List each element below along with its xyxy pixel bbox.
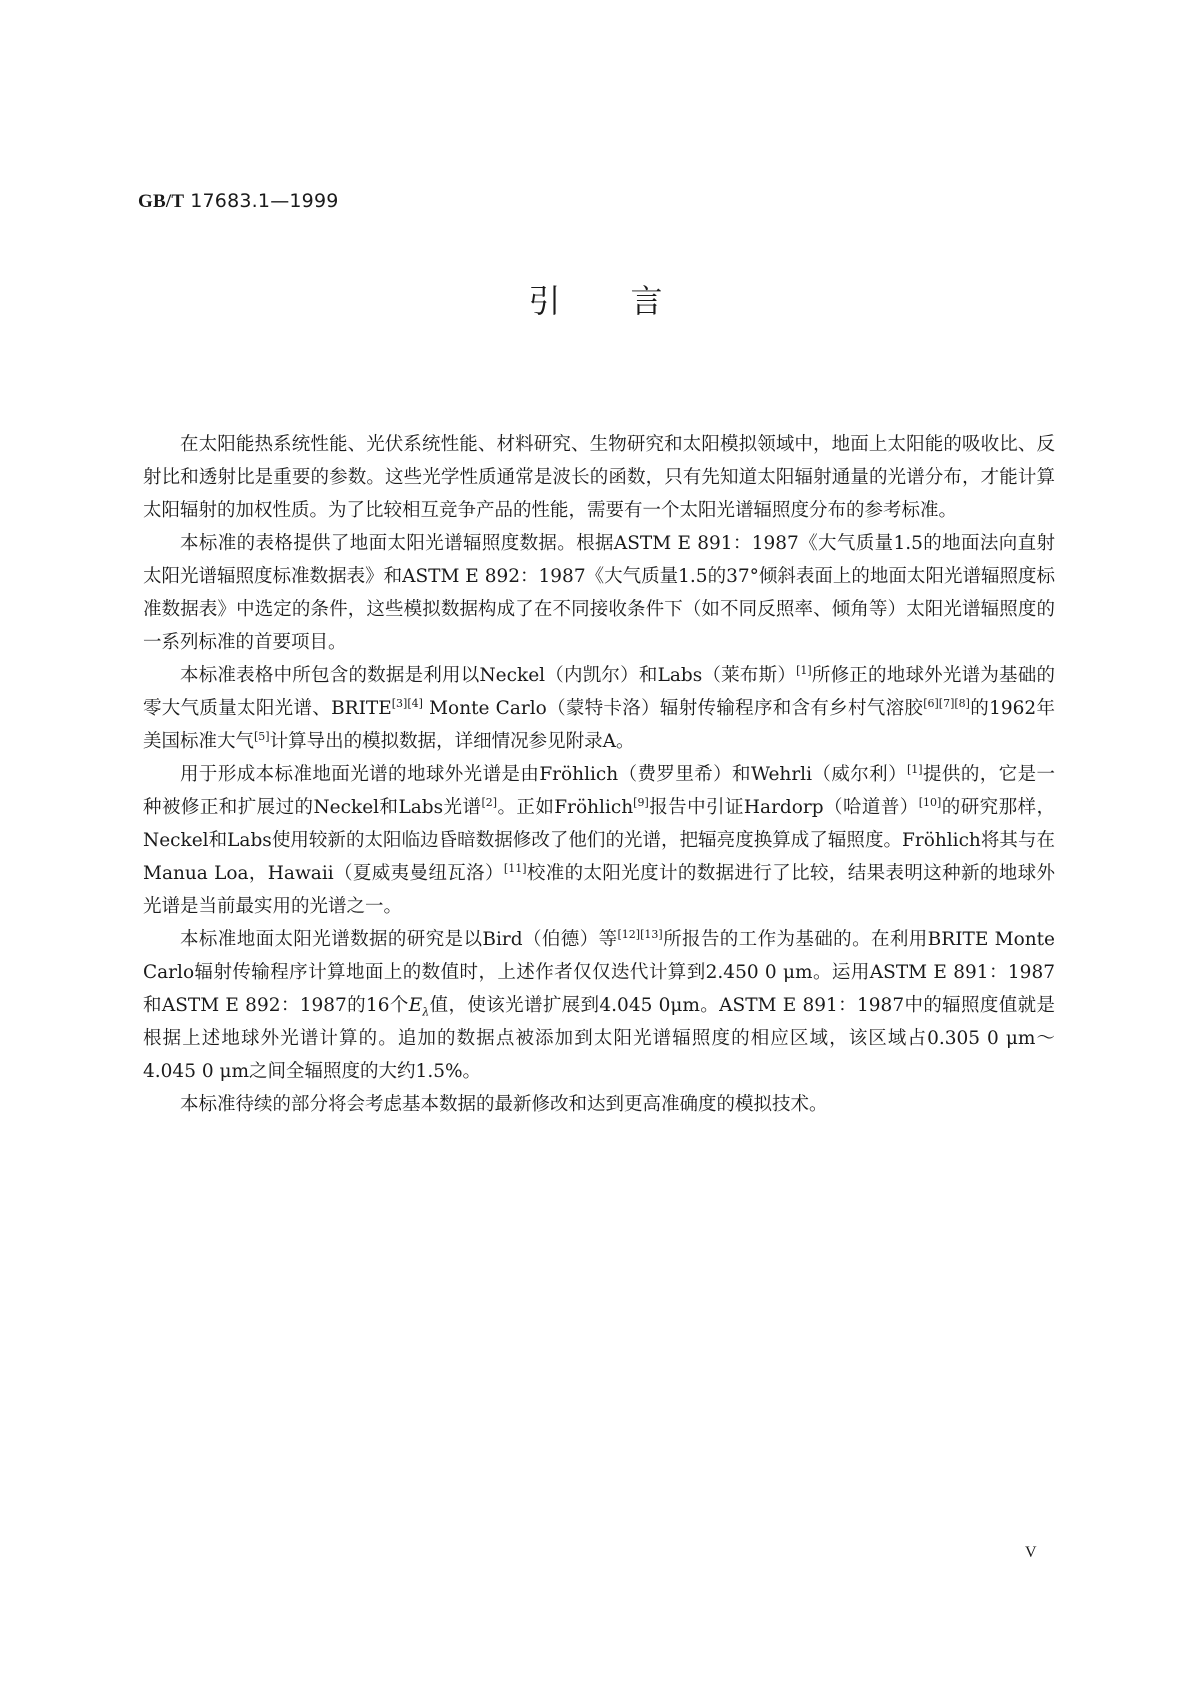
paragraph-6: 本标准待续的部分将会考虑基本数据的最新修改和达到更高准确度的模拟技术。: [180, 1094, 828, 1115]
citation-ref: [6][7][8]: [923, 696, 970, 710]
paragraph-3: 本标准表格中所包含的数据是利用以Neckel（内凯尔）和Labs（莱布斯）[1]所修正的地球外光谱为基础的零大气质量太阳光谱、BRITE[3][4] Monte Carlo（蒙特卡洛）辐射传输程序和含有乡村气溶胶[6][7][8]的1962年美国标准大气[5]计算导出的模拟数据，详细情况参见附录A。: [143, 663, 1055, 752]
citation-ref: [2]: [481, 795, 498, 809]
citation-ref: [3][4]: [391, 696, 423, 710]
citation-ref: [1]: [907, 762, 923, 776]
standard-code: [138, 190, 339, 213]
paragraph-5: 本标准地面太阳光谱数据的研究是以Bird（伯德）等[12][13]所报告的工作为基础的。在利用BRITE Monte Carlo辐射传输程序计算地面上的数值时，上述作者仅仅迭代计算到2.450 0 μm。运用ASTM E 891：1987和ASTM E 892：1987的16个$E_\lambda$值，使该光谱扩展到4.045 0μm。ASTM E 891：1987中的辐照度值就是根据上述地球外光谱计算的。追加的数据点被添加到太阳光谱辐照度的相应区域，该区域占0.305 0 μm～4.045 0 μm之间全辐照度的大约1.5%。: [143, 927, 1056, 1082]
paragraph-2: 本标准的表格提供了地面太阳光谱辐照度数据。根据ASTM E 891：1987《大气质量1.5的地面法向直射太阳光谱辐照度标准数据表》和ASTM E 892：1987《大气质量1.5的37°倾斜表面上的地面太阳光谱辐照度标准数据表》中选定的条件，这些模拟数据构成了在不同接收条件下（如不同反照率、倾角等）太阳光谱辐照度的一系列标准的首要项目。: [143, 533, 1055, 653]
page-title: 引言: [528, 282, 733, 320]
citation-ref: [11]: [503, 861, 527, 875]
e-lambda-symbol: $E_\lambda$: [408, 995, 430, 1019]
page-number: V: [1025, 1544, 1037, 1561]
standard-number: 17683.1—1999: [190, 190, 339, 212]
paragraph-4: 用于形成本标准地面光谱的地球外光谱是由Fröhlich（费罗里希）和Wehrli（威尔利）[1]提供的，它是一种被修正和扩展过的Neckel和Labs光谱[2]。正如Fröhlich[9]报告中引证Hardorp（哈道普）[10]的研究那样，Neckel和Labs使用较新的太阳临边昏暗数据修改了他们的光谱，把辐亮度换算成了辐照度。Fröhlich将其与在Manua Loa，Hawaii（夏威夷曼纽瓦洛）[11]校准的太阳光度计的数据进行了比较，结果表明这种新的地球外光谱是当前最实用的光谱之一。: [143, 762, 1056, 917]
citation-ref: [1]: [796, 663, 812, 677]
paragraph-1: 在太阳能热系统性能、光伏系统性能、材料研究、生物研究和太阳模拟领域中，地面上太阳能的吸收比、反射比和透射比是重要的参数。这些光学性质通常是波长的函数，只有先知道太阳辐射通量的光谱分布，才能计算太阳辐射的加权性质。为了比较相互竞争产品的性能，需要有一个太阳光谱辐照度分布的参考标准。: [143, 434, 1055, 521]
citation-ref: [5]: [254, 729, 270, 743]
citation-ref: [12][13]: [617, 927, 663, 941]
citation-ref: [10]: [918, 795, 942, 809]
body-text: [143, 428, 1055, 1121]
citation-ref: [9]: [633, 795, 649, 809]
standard-prefix: GB/T: [138, 191, 185, 212]
